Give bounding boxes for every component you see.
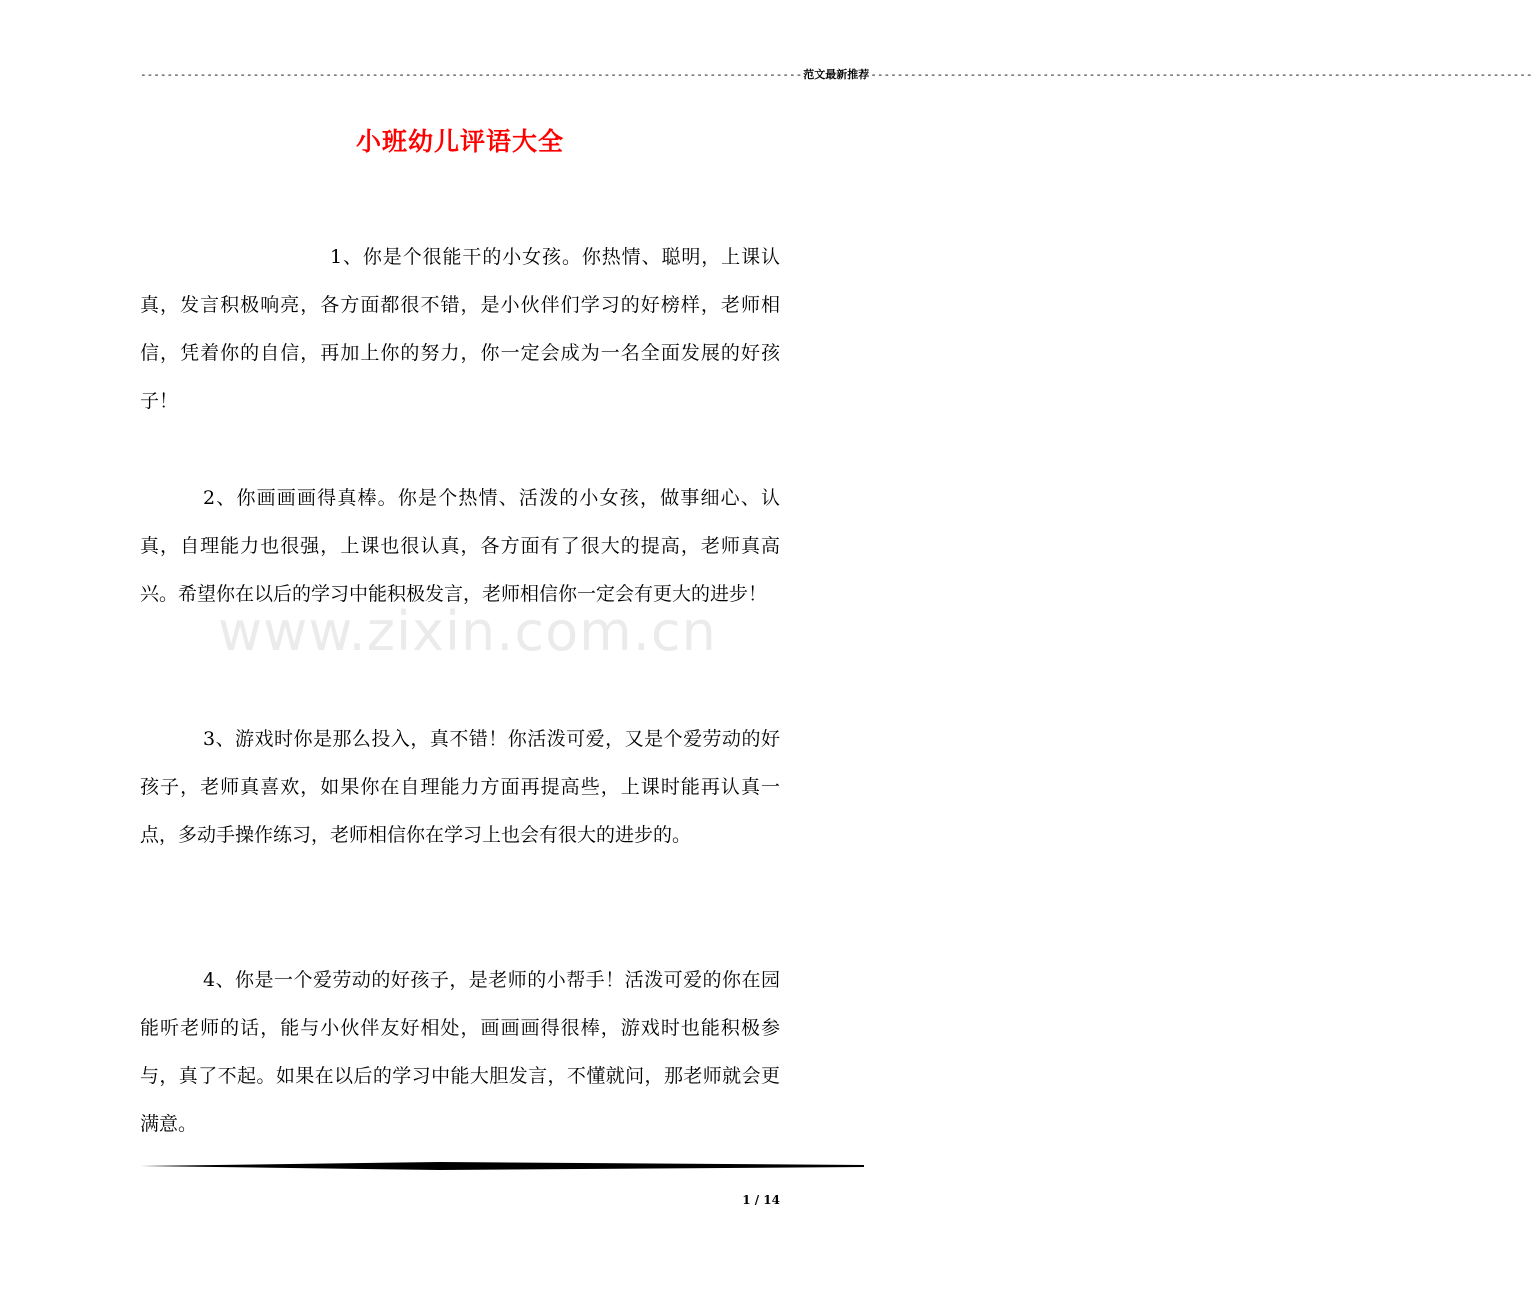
paragraph-4: 4、你是一个爱劳动的好孩子，是老师的小帮手！活泼可爱的你在园能听老师的话，能与小伙伴友好相处，画画画得很棒，游戏时也能积极参与，真了不起。如果在以后的学习中能大胆发言，不懂就问，那老师就会更满意。: [140, 969, 780, 1135]
document-title: 小班幼儿评语大全: [355, 127, 564, 156]
header-dashes-left: ----------------------------------------------------------------------------------------------------: [140, 68, 803, 81]
paragraph-1: 1、你是个很能干的小女孩。你热情、聪明，上课认真，发言积极响亮，各方面都很不错，是小伙伴们学习的好榜样，老师相信，凭着你的自信，再加上你的努力，你一定会成为一名全面发展的好孩子！: [140, 246, 780, 412]
header-dashes-right: ----------------------------------------------------------------------------------------------------: [870, 68, 1533, 81]
footer-rule: [140, 1160, 864, 1172]
paragraph-2: 2、你画画画得真棒。你是个热情、活泼的小女孩，做事细心、认真，自理能力也很强，上课也很认真，各方面有了很大的提高，老师真高兴。希望你在以后的学习中能积极发言，老师相信你一定会有更大的进步！: [140, 487, 780, 605]
watermark: www.zixin.com.cn: [218, 600, 717, 663]
page-header: [140, 68, 1533, 82]
header-text: 范文最新推荐: [803, 68, 870, 81]
page-number: 1 / 14: [742, 1193, 780, 1207]
paragraph-3: 3、游戏时你是那么投入，真不错！你活泼可爱，又是个爱劳动的好孩子，老师真喜欢，如果你在自理能力方面再提高些，上课时能再认真一点，多动手操作练习，老师相信你在学习上也会有很大的进步的。: [140, 728, 780, 846]
